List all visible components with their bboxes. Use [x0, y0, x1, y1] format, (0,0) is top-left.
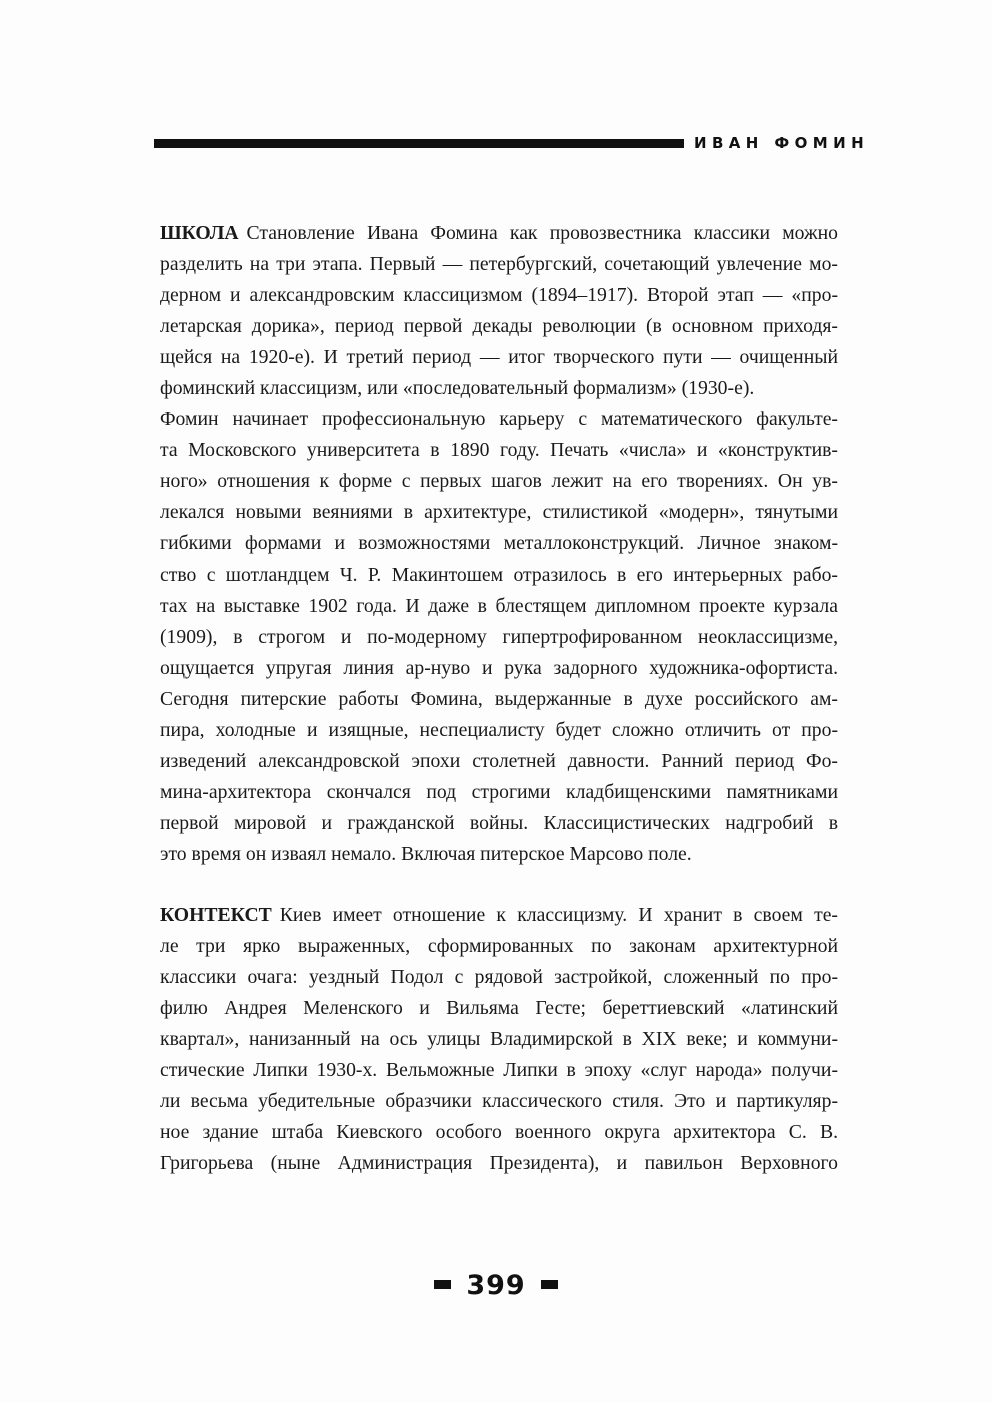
- page-number: 399: [466, 1270, 526, 1301]
- paragraph-line: разделить на три этапа. Первый — петербургский, сочетающий увлечение мо-: [160, 253, 838, 276]
- paragraph-line: это время он изваял немало. Включая питерское Марсово поле.: [160, 842, 692, 865]
- page-footer: [0, 1270, 992, 1301]
- paragraph-line: фоминский классицизм, или «последовательный формализм» (1930-е).: [160, 377, 755, 400]
- section-school: [160, 218, 838, 870]
- paragraph-line: мина-архитектора скончался под строгими кладбищенскими памятниками: [160, 780, 838, 803]
- paragraph-line: пира, холодные и изящные, неспециалисту будет сложно отличить от про-: [160, 718, 838, 741]
- paragraph-line: Сегодня питерские работы Фомина, выдержанные в духе российского ам-: [160, 687, 838, 710]
- paragraph-line: летарская дорика», период первой декады революции (в основном приходя-: [160, 315, 838, 338]
- paragraph-line: Фомин начинает профессиональную карьеру с математического факульте-: [160, 408, 838, 431]
- paragraph-line: ле три ярко выраженных, сформированных по законам архитектурной: [160, 935, 838, 958]
- paragraph-line: та Московского университета в 1890 году. Печать «числа» и «конструктив-: [160, 439, 838, 462]
- paragraph-line: гибкими формами и возможностями металлоконструкций. Личное знаком-: [160, 532, 838, 555]
- paragraph-line: ощущается упругая линия ар-нуво и рука задорного художника-офортиста.: [160, 656, 838, 679]
- paragraph-line: щейся на 1920-е). И третий период — итог творческого пути — очищенный: [160, 346, 838, 369]
- footer-dash-right: [541, 1280, 558, 1289]
- paragraph-line: тах на выставке 1902 года. И даже в блестящем дипломном проекте курзала: [160, 594, 838, 617]
- paragraph-line: квартал», нанизанный на ось улицы Владимирской в XIX веке; и коммуни-: [160, 1028, 838, 1051]
- paragraph-line: стические Липки 1930-х. Вельможные Липки в эпоху «слуг народа» получи-: [160, 1059, 838, 1082]
- paragraph-line: Григорьева (ныне Администрация Президента), и павильон Верховного: [160, 1152, 838, 1175]
- section-heading: ШКОЛА: [160, 222, 239, 244]
- section-heading: КОНТЕКСТ: [160, 904, 272, 926]
- paragraph-line: ное здание штаба Киевского особого военного округа архитектора С. В.: [160, 1121, 838, 1144]
- footer-dash-left: [434, 1280, 451, 1289]
- paragraph-line: КОНТЕКСТ Киев имеет отношение к классицизму. И хранит в своем те-: [160, 904, 838, 926]
- paragraph-line: ство с шотландцем Ч. Р. Макинтошем отразилось в его интерьерных рабо-: [160, 563, 838, 586]
- paragraph-line: дерном и александровским классицизмом (1894–1917). Второй этап — «про-: [160, 284, 838, 307]
- paragraph-line: лекался новыми веяниями в архитектуре, стилистикой «модерн», тянутыми: [160, 501, 838, 524]
- paragraph-line: классики очага: уездный Подол с рядовой застройкой, сложенный по про-: [160, 966, 838, 989]
- paragraph-line: (1909), в строгом и по-модерному гипертрофированном неоклассицизме,: [160, 625, 838, 648]
- paragraph-line: ного» отношения к форме с первых шагов лежит на его творениях. Он ув-: [160, 470, 838, 493]
- section-context: [160, 900, 838, 1179]
- paragraph-line: филю Андрея Меленского и Вильяма Гесте; береттиевский «латинский: [160, 997, 838, 1020]
- paragraph-line: ШКОЛА Становление Ивана Фомина как провозвестника классики можно: [160, 222, 838, 244]
- running-head: ИВАН ФОМИН: [694, 134, 870, 152]
- paragraph-line: ли весьма убедительные образчики классического стиля. Это и партикуляр-: [160, 1090, 838, 1113]
- paragraph-line: изведений александровской эпохи столетней давности. Ранний период Фо-: [160, 749, 838, 772]
- header-rule: [154, 139, 684, 148]
- paragraph-line: первой мировой и гражданской войны. Классицистических надгробий в: [160, 811, 838, 834]
